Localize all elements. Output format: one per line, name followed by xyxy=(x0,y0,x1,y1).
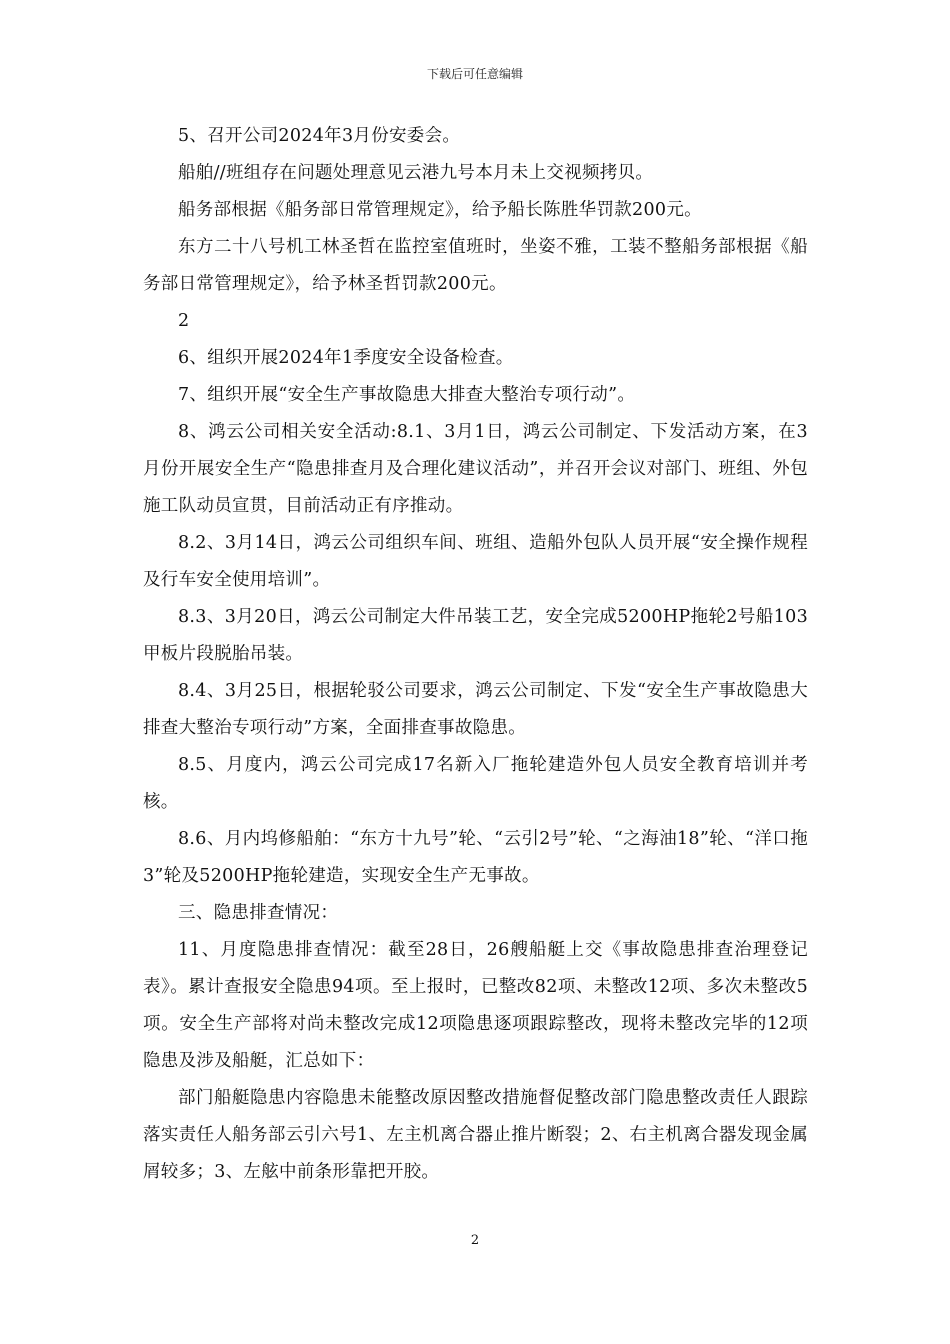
paragraph-item-8-2: 8.2、3月14日，鸿云公司组织车间、班组、造船外包队人员开展“安全操作规程及行车安全使用培训”。 xyxy=(143,533,808,590)
document-body xyxy=(143,118,808,1191)
paragraph-item-8-6: 8.6、月内坞修船舶：“东方十九号”轮、“云引2号”轮、“之海油18”轮、“洋口拖3”轮及5200HP拖轮建造，实现安全生产无事故。 xyxy=(143,829,808,886)
paragraph-item-7: 7、组织开展“安全生产事故隐患大排查大整治专项行动”。 xyxy=(178,385,636,405)
paragraph-hazard-table-text: 部门船艇隐患内容隐患未能整改原因整改措施督促整改部门隐患整改责任人跟踪落实责任人船务部云引六号1、左主机离合器止推片断裂；2、右主机离合器发现金属屑较多；3、左舷中前条形靠把开胶。 xyxy=(143,1088,808,1182)
paragraph-item-5: 5、召开公司2024年3月份安委会。 xyxy=(178,126,461,146)
section-heading: 三、隐患排查情况： xyxy=(178,903,339,923)
paragraph-fine-captain: 船务部根据《船务部日常管理规定》，给予船长陈胜华罚款200元。 xyxy=(178,200,702,220)
paragraph-item-11: 11、月度隐患排查情况：截至28日，26艘船艇上交《事故隐患排查治理登记表》。累计查报安全隐患94项。至上报时，已整改82项、未整改12项、多次未整改5项。安全生产部将对尚未整改完成12项隐患逐项跟踪整改，现将未整改完毕的12项隐患及涉及船艇，汇总如下： xyxy=(143,940,808,1071)
paragraph-ship-issues: 船舶//班组存在问题处理意见云港九号本月未上交视频拷贝。 xyxy=(178,163,654,183)
paragraph-item-6: 6、组织开展2024年1季度安全设备检查。 xyxy=(178,348,514,368)
paragraph-item-8-5: 8.5、月度内，鸿云公司完成17名新入厂拖轮建造外包人员安全教育培训并考核。 xyxy=(143,755,808,812)
paragraph-item-8-1: 8、鸿云公司相关安全活动:8.1、3月1日，鸿云公司制定、下发活动方案，在3月份开展安全生产“隐患排查月及合理化建议活动”，并召开会议对部门、班组、外包施工队动员宣贯，目前活动正有序推动。 xyxy=(143,422,808,516)
page-number: 2 xyxy=(470,1233,480,1248)
paragraph-item-8-4: 8.4、3月25日，根据轮驳公司要求，鸿云公司制定、下发“安全生产事故隐患大排查大整治专项行动”方案，全面排查事故隐患。 xyxy=(143,681,808,738)
page-header: 下载后可任意编辑 xyxy=(426,67,523,81)
paragraph-number: 2 xyxy=(178,311,190,331)
paragraph-item-8-3: 8.3、3月20日，鸿云公司制定大件吊装工艺，安全完成5200HP拖轮2号船103甲板片段脱胎吊装。 xyxy=(143,607,808,664)
paragraph-fine-engineer: 东方二十八号机工林圣哲在监控室值班时，坐姿不雅，工装不整船务部根据《船务部日常管理规定》，给予林圣哲罚款200元。 xyxy=(143,237,808,294)
